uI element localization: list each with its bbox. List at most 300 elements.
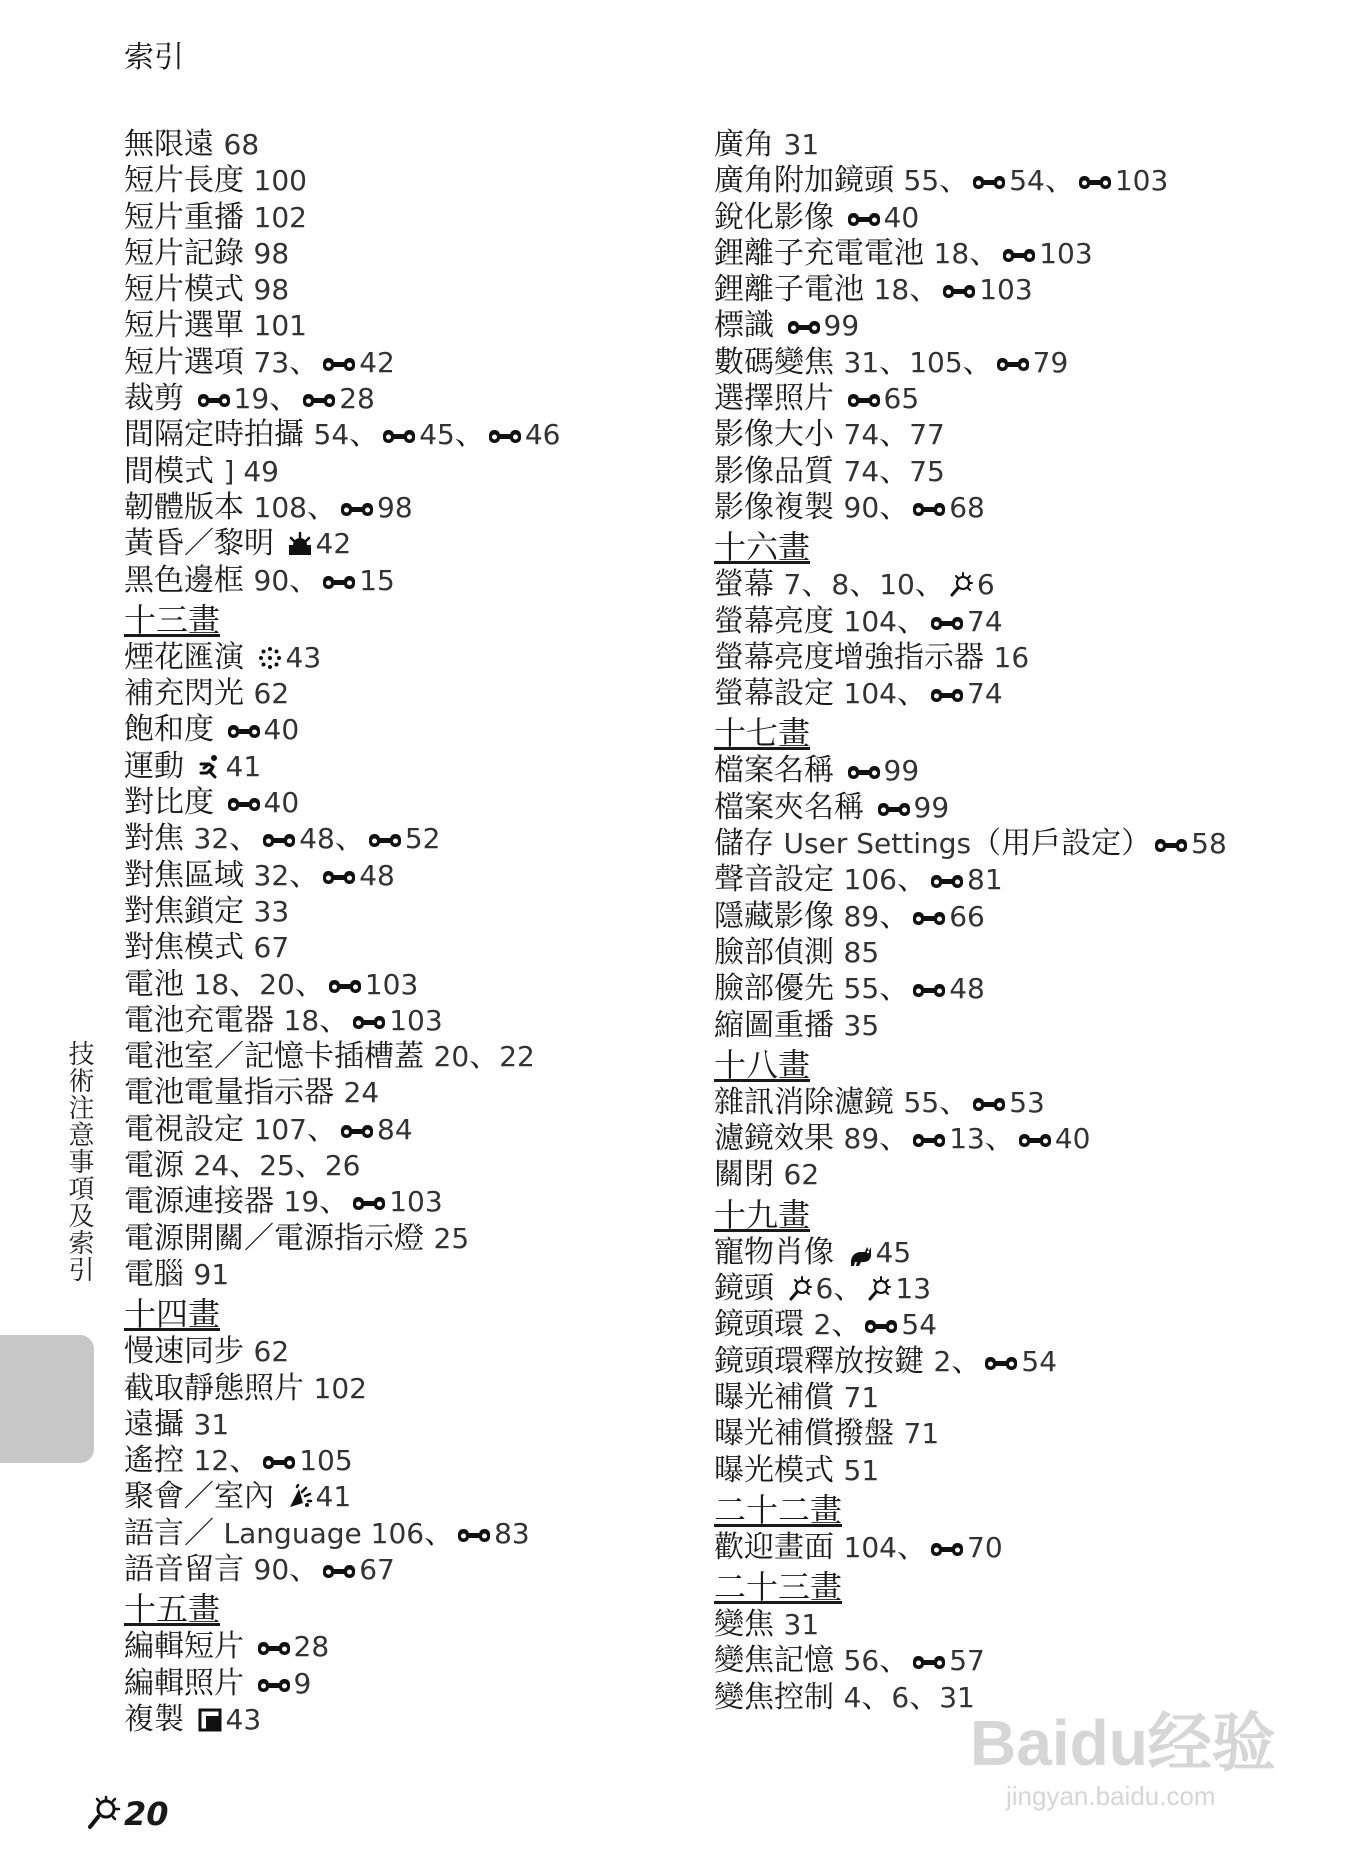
reference-section-icon [256, 1631, 292, 1651]
page-reference: 12 [193, 1444, 230, 1478]
index-term: 曝光補償撥盤 [714, 1416, 904, 1452]
index-entry [714, 1008, 1274, 1044]
index-entry [124, 1702, 684, 1738]
reference-section-icon [321, 565, 357, 585]
index-term: 鏡頭環 [714, 1307, 814, 1343]
index-section-heading: 二十三畫 [714, 1568, 843, 1607]
index-entry [124, 526, 684, 562]
index-term: 標識 [714, 308, 784, 344]
page-reference: 33 [253, 894, 290, 928]
page-reference: 25 [259, 1149, 295, 1183]
page-reference: 89 [843, 1122, 880, 1156]
page-reference: 84 [377, 1112, 413, 1146]
index-term: 影像大小 [714, 417, 844, 453]
index-entry [714, 935, 1274, 971]
index-entry [714, 163, 1274, 199]
page-reference: 103 [389, 1003, 443, 1037]
index-term: 短片選單 [124, 308, 254, 344]
index-term: 電源 [124, 1148, 194, 1184]
page-reference: 77 [909, 418, 945, 452]
page-reference: 74 [967, 677, 1003, 711]
index-term: 無限遠 [124, 127, 224, 162]
index-term: 複製 [124, 1701, 194, 1737]
page-reference: 55 [843, 972, 880, 1006]
page-reference: ] 49 [223, 454, 279, 488]
index-entry [714, 454, 1274, 490]
index-term: 、 [294, 966, 325, 1002]
index-section-heading: 十四畫 [124, 1295, 221, 1334]
index-term: 飽和度 [124, 712, 224, 748]
index-term: 對焦鎖定 [124, 893, 254, 929]
reference-section-icon [911, 973, 947, 993]
index-term: 電池充電器 [124, 1002, 284, 1038]
page-reference: 67 [253, 931, 290, 965]
index-entry [124, 345, 684, 381]
page-reference: 32 [193, 822, 230, 856]
page-reference: 54 [1021, 1344, 1058, 1378]
page-number-value: 20 [124, 1795, 169, 1833]
page-reference: 103 [1114, 164, 1169, 198]
page-reference: 48 [299, 822, 335, 856]
page-reference: 8 [831, 568, 850, 602]
reference-section-icon [1077, 165, 1113, 185]
page-reference: 103 [1039, 236, 1093, 270]
index-term: 遙控 [124, 1443, 194, 1479]
page-reference: 42 [359, 345, 395, 379]
page-reference: 99 [913, 790, 950, 824]
index-term: 檔案夾名稱 [714, 789, 874, 825]
index-entry [714, 1530, 1274, 1566]
index-term: 螢幕亮度增強指示器 [714, 639, 994, 675]
page-reference: 2 [933, 1344, 952, 1378]
page-reference: 18 [873, 273, 910, 307]
page-reference: 45 [419, 418, 455, 452]
page-reference: 13 [949, 1122, 985, 1156]
index-term: 、 [879, 1643, 910, 1679]
page-reference: 6 [891, 1680, 910, 1714]
reference-section-icon [911, 1123, 947, 1143]
index-entry [714, 127, 1274, 163]
reference-section-icon [456, 1518, 492, 1538]
index-entry [124, 821, 684, 857]
page-reference: 98 [253, 236, 290, 270]
index-entry [124, 1257, 684, 1293]
index-term: 影像複製 [714, 489, 844, 525]
page-reference: 66 [949, 899, 985, 933]
reference-section-icon [261, 1445, 297, 1465]
index-term: 對比度 [124, 785, 224, 821]
page-reference: 101 [253, 309, 307, 343]
index-term: 螢幕亮度 [714, 603, 844, 639]
reference-section-icon [786, 310, 822, 330]
index-section-heading: 二十二畫 [714, 1490, 843, 1529]
index-term: 縮圖重播 [714, 1007, 844, 1043]
reference-section-icon [846, 383, 882, 403]
index-term: 、 [897, 862, 927, 898]
page-reference: 68 [949, 490, 985, 524]
index-entry [124, 1629, 684, 1665]
technical-notes-icon [787, 1275, 813, 1301]
index-term: 截取靜態照片 [124, 1370, 314, 1406]
reference-section-icon [226, 714, 262, 734]
index-term: 、 [861, 1679, 892, 1715]
sports-scene-icon [197, 753, 223, 779]
page-reference: 91 [193, 1257, 230, 1291]
page-reference: 100 [253, 164, 307, 198]
index-term: 曝光補償 [714, 1379, 844, 1415]
reference-section-icon [1153, 828, 1189, 848]
page-reference: 31 [193, 1407, 230, 1441]
index-term: 、 [469, 1039, 500, 1075]
index-term: 、 [319, 1184, 350, 1220]
party-indoor-scene-icon [287, 1483, 313, 1509]
page-reference: User Settings [783, 827, 972, 861]
index-term: 對焦模式 [124, 930, 254, 966]
page-reference: Language 106 [223, 1516, 425, 1550]
index-term: 變焦控制 [714, 1679, 844, 1715]
index-term: 、 [879, 898, 910, 934]
page-reference: 24 [193, 1149, 230, 1183]
page-reference: 98 [253, 273, 290, 307]
index-term: 短片記錄 [124, 235, 254, 271]
index-term: 螢幕 [714, 567, 784, 603]
reference-section-icon [321, 860, 357, 880]
index-term: 鋰離子電池 [714, 272, 874, 308]
index-entry [714, 676, 1274, 712]
index-entry [714, 604, 1274, 640]
index-entry [124, 1666, 684, 1702]
page-reference: 107 [253, 1112, 307, 1146]
index-term: 變焦記憶 [714, 1643, 844, 1679]
page-reference: 28 [339, 382, 375, 416]
page-reference: 57 [949, 1644, 985, 1678]
side-section-label: 技術注意事項及索引 [64, 1040, 94, 1283]
reference-section-icon [983, 1346, 1019, 1366]
index-term: 、 [289, 344, 320, 380]
index-entry [714, 1344, 1274, 1380]
page-header-title: 索引 [124, 40, 184, 75]
reference-section-icon [863, 1309, 899, 1329]
page-reference: 99 [823, 309, 860, 343]
page-reference: 102 [253, 200, 307, 234]
index-term: 、 [307, 1111, 337, 1147]
index-term: 間隔定時拍攝 [124, 417, 314, 453]
index-term: 、 [334, 821, 365, 857]
index-term: 電腦 [124, 1256, 194, 1292]
index-term: 對焦 [124, 821, 194, 857]
index-term: 、 [879, 453, 910, 489]
index-section-heading: 十六畫 [714, 528, 811, 567]
index-term: 、 [897, 676, 927, 712]
index-term: 、 [801, 567, 832, 603]
reference-section-icon [929, 1532, 965, 1552]
page-reference: 53 [1009, 1085, 1045, 1119]
page-reference: 85 [843, 935, 880, 969]
page-reference: 54 [1009, 164, 1045, 198]
index-term: （用戶設定） [971, 826, 1152, 862]
index-section-heading: 十七畫 [714, 714, 811, 753]
page-reference: 68 [223, 128, 260, 161]
page-reference: 24 [343, 1076, 380, 1110]
page-reference: 41 [315, 1480, 352, 1514]
index-term: 語言／ [124, 1515, 224, 1551]
index-term: 、 [909, 272, 940, 308]
page-reference: 90 [843, 490, 880, 524]
index-term: 廣角附加鏡頭 [714, 163, 904, 199]
index-term: 螢幕設定 [714, 676, 844, 712]
index-entry [124, 1112, 684, 1148]
technical-notes-icon [948, 571, 974, 597]
page-reference: 26 [324, 1149, 361, 1183]
page-reference: 31 [783, 128, 820, 161]
index-term: 電池電量指示器 [124, 1075, 344, 1111]
index-entry [714, 200, 1274, 236]
index-section-heading: 十五畫 [124, 1590, 221, 1629]
index-term: 短片選項 [124, 344, 254, 380]
index-entry [124, 417, 684, 453]
index-term: 編輯照片 [124, 1665, 254, 1701]
index-section-heading: 十三畫 [124, 600, 221, 639]
page-reference: 58 [1191, 827, 1227, 861]
index-entry [714, 1235, 1274, 1271]
page-reference: 62 [253, 1335, 290, 1369]
index-term: 電源開關／電源指示燈 [124, 1220, 434, 1256]
page-reference: 46 [524, 418, 561, 452]
page-reference: 42 [315, 527, 352, 561]
index-term: 、 [897, 603, 927, 639]
index-term: 短片模式 [124, 272, 254, 308]
page-reference: 35 [843, 1008, 880, 1042]
index-term: 電源連接器 [124, 1184, 284, 1220]
index-entry [714, 899, 1274, 935]
index-entry [124, 200, 684, 236]
reference-section-icon [381, 419, 417, 439]
index-term: 、 [454, 417, 485, 453]
index-term: 、 [289, 562, 320, 598]
index-entry [124, 272, 684, 308]
index-column-left [124, 127, 684, 1738]
index-entry [124, 1075, 684, 1111]
index-term: 鏡頭 [714, 1271, 784, 1307]
index-term: 短片重播 [124, 199, 254, 235]
reference-section-icon [1017, 1123, 1053, 1143]
index-term: 運動 [124, 748, 194, 784]
index-term: 、 [833, 1271, 864, 1307]
index-term: 雜訊消除濾鏡 [714, 1084, 904, 1120]
index-term: 對焦區域 [124, 857, 254, 893]
page-reference: 74 [967, 604, 1003, 638]
index-entry [714, 1085, 1274, 1121]
index-entry [124, 1371, 684, 1407]
reference-section-icon [1001, 238, 1037, 258]
reference-section-icon [487, 419, 523, 439]
index-term: 、 [289, 1551, 320, 1587]
page-reference: 43 [225, 1702, 262, 1736]
index-entry [124, 1184, 684, 1220]
index-entry [714, 971, 1274, 1007]
page-reference: 31 [783, 1608, 820, 1642]
page-reference: 74 [843, 454, 880, 488]
index-term: 電池 [124, 966, 194, 1002]
page-reference: 40 [1054, 1122, 1091, 1156]
page-reference: 20 [433, 1040, 470, 1074]
page-reference: 31 [843, 345, 880, 379]
index-term: 補充閃光 [124, 676, 254, 712]
index-term: 、 [939, 1084, 970, 1120]
index-entry [124, 785, 684, 821]
index-entry [714, 345, 1274, 381]
page-reference: 89 [843, 899, 880, 933]
page-reference: 74 [843, 418, 880, 452]
page-reference: 79 [1032, 345, 1069, 379]
page-number [84, 1795, 169, 1833]
index-term: 間模式 [124, 453, 224, 489]
index-term: 、 [909, 1679, 940, 1715]
index-entry [714, 1157, 1274, 1193]
page-reference: 56 [843, 1644, 880, 1678]
index-entry [124, 676, 684, 712]
page-reference: 99 [883, 754, 920, 788]
index-term: 數碼變焦 [714, 344, 844, 380]
reference-section-icon [226, 787, 262, 807]
index-term: 隱藏影像 [714, 898, 844, 934]
index-term: 廣角 [714, 127, 784, 162]
index-entry [714, 567, 1274, 603]
index-term: 裁剪 [124, 381, 194, 417]
index-term: 曝光模式 [714, 1452, 844, 1488]
index-term: 歡迎畫面 [714, 1529, 844, 1565]
index-term: 臉部偵測 [714, 934, 844, 970]
watermark-url: jingyan.baidu.com [1006, 1781, 1216, 1811]
reference-section-icon [339, 1114, 375, 1134]
reference-section-icon [327, 969, 363, 989]
page-reference: 40 [263, 786, 300, 820]
index-entry [124, 1221, 684, 1257]
index-term: 寵物肖像 [714, 1234, 844, 1270]
page-reference: 25 [433, 1221, 470, 1255]
index-term: 聲音設定 [714, 862, 844, 898]
reference-section-icon [911, 901, 947, 921]
index-term: 短片長度 [124, 163, 254, 199]
page-reference: 6 [815, 1272, 834, 1306]
index-entry [714, 826, 1274, 862]
index-entry [124, 308, 684, 344]
index-term: 變焦 [714, 1607, 784, 1643]
page-reference: 55 [903, 164, 940, 198]
page-reference: 54 [901, 1308, 938, 1342]
index-entry [124, 490, 684, 526]
reference-section-icon [971, 165, 1007, 185]
index-entry [124, 967, 684, 1003]
index-term: 、 [229, 1443, 260, 1479]
index-term: 、 [879, 417, 910, 453]
index-term: 、 [269, 381, 300, 417]
watermark [970, 1708, 1330, 1858]
page-reference: 98 [377, 490, 413, 524]
index-entry [714, 1607, 1274, 1643]
reference-section-icon [846, 202, 882, 222]
index-term: 、 [307, 489, 337, 525]
page-reference: 62 [783, 1158, 820, 1192]
index-term: 、 [879, 971, 910, 1007]
page-reference: 15 [359, 563, 395, 597]
index-entry [714, 1416, 1274, 1452]
page-reference: 19 [283, 1185, 320, 1219]
index-term: 臉部優先 [714, 971, 844, 1007]
reference-section-icon [929, 864, 965, 884]
index-entry [124, 1334, 684, 1370]
page-reference: 90 [253, 1552, 290, 1586]
index-term: 、 [951, 1343, 982, 1379]
index-entry [714, 236, 1274, 272]
index-entry [124, 1003, 684, 1039]
index-term: 電池室／記憶卡插槽蓋 [124, 1039, 434, 1075]
page-reference: 90 [253, 563, 290, 597]
index-entry [124, 1148, 684, 1184]
reference-section-icon [911, 492, 947, 512]
index-term: 黃昏／黎明 [124, 526, 284, 562]
index-entry [124, 930, 684, 966]
side-section-tab [0, 1335, 94, 1463]
index-entry [714, 862, 1274, 898]
reference-section-icon [846, 755, 882, 775]
index-entry [124, 454, 684, 490]
reference-section-icon [351, 1005, 387, 1025]
index-term: 檔案名稱 [714, 753, 844, 789]
index-term: 、 [289, 857, 320, 893]
index-entry [124, 381, 684, 417]
index-term: 、 [897, 1529, 927, 1565]
index-term: 、 [1044, 163, 1075, 199]
index-term: 、 [879, 489, 910, 525]
index-term: 、 [294, 1148, 325, 1184]
index-term: 、 [831, 1307, 862, 1343]
reference-section-icon [941, 274, 977, 294]
page-reference: 48 [949, 972, 985, 1006]
index-entry [714, 1643, 1274, 1679]
page-reference: 83 [494, 1516, 530, 1550]
index-term: 、 [229, 1148, 260, 1184]
page-reference: 106 [843, 863, 897, 897]
index-entry [714, 1121, 1274, 1157]
reference-section-icon [367, 823, 403, 843]
page-reference: 32 [253, 858, 290, 892]
page-reference: 16 [993, 640, 1030, 674]
index-term: 、 [879, 344, 910, 380]
reference-section-icon [995, 347, 1031, 367]
page-reference: 19 [233, 382, 270, 416]
index-term: 電視設定 [124, 1111, 254, 1147]
reference-section-icon [929, 606, 965, 626]
watermark-brand: Baidu经验 [970, 1707, 1276, 1779]
page-reference: 70 [967, 1530, 1003, 1564]
index-term: 、 [879, 1121, 910, 1157]
reference-section-icon [929, 678, 965, 698]
index-entry [714, 381, 1274, 417]
index-term: 鋰離子充電電池 [714, 235, 934, 271]
index-term: 、 [939, 163, 970, 199]
page-reference: 9 [293, 1666, 312, 1700]
page-reference: 13 [895, 1272, 932, 1306]
page-reference: 104 [843, 1530, 897, 1564]
page-reference: 6 [976, 568, 995, 602]
page-reference: 62 [253, 677, 290, 711]
index-entry [714, 753, 1274, 789]
page-reference: 73 [253, 345, 290, 379]
reference-section-icon [301, 383, 337, 403]
page-reference: 48 [359, 858, 395, 892]
page-reference: 20 [259, 967, 295, 1001]
